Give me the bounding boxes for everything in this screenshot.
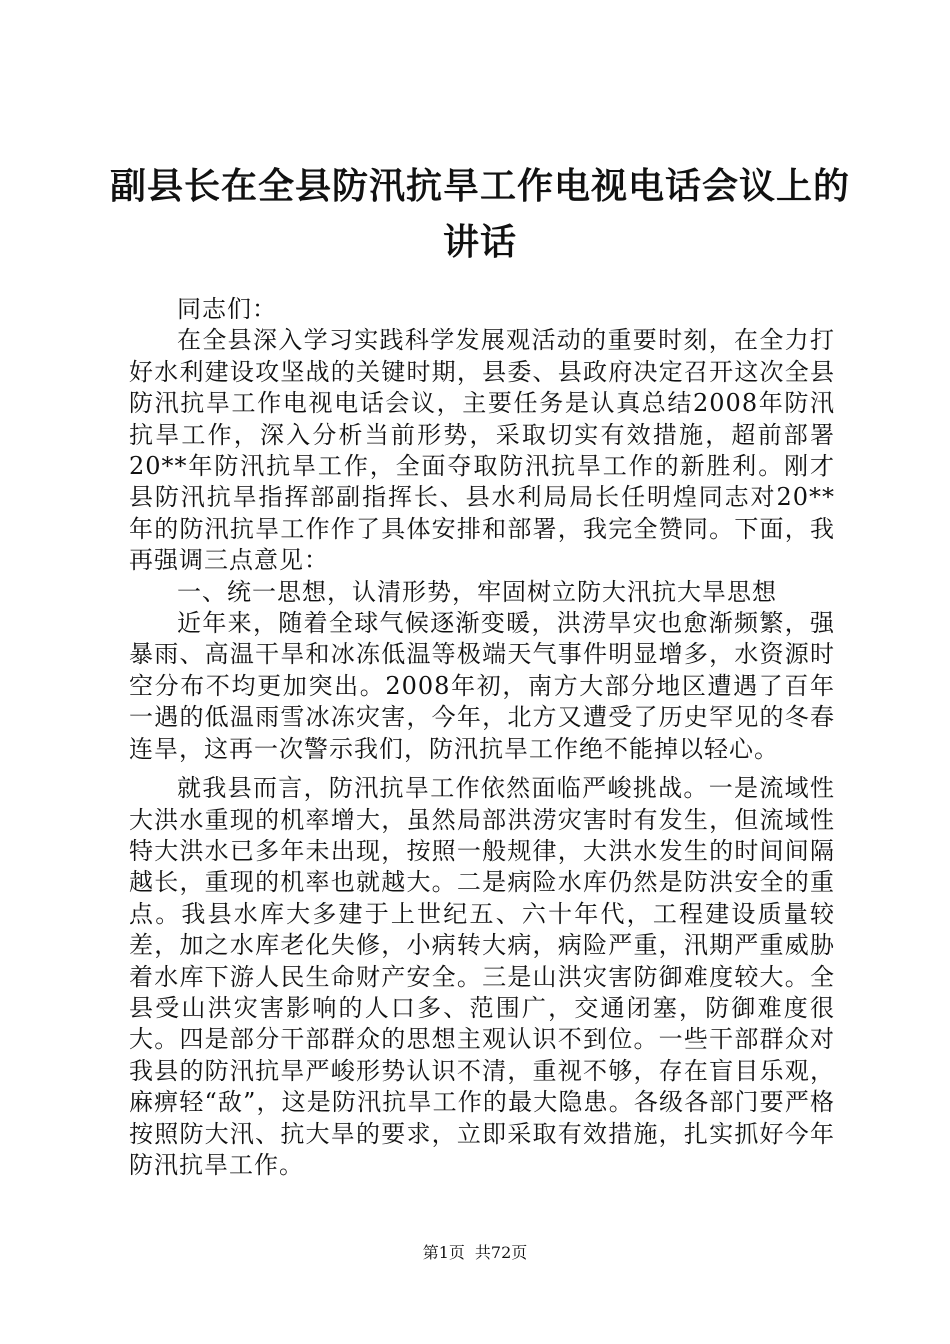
document-body (129, 294, 835, 1181)
page-footer (0, 1243, 950, 1263)
page-number: 第1页 (422, 1243, 465, 1262)
paragraph-county-challenges: 就我县而言，防汛抗旱工作依然面临严峻挑战。一是流域性大洪水重现的机率增大，虽然局部洪涝灾害时有发生，但流域性特大洪水已多年未出现，按照一般规律，大洪水发生的时间间隔越长，重现的机率也就越大。二是病险水库仍然是防洪安全的重点。我县水库大多建于上世纪五、六十年代，工程建设质量较差，加之水库老化失修，小病转大病，病险严重，汛期严重威胁着水库下游人民生命财产安全。三是山洪灾害防御难度较大。全县受山洪灾害影响的人口多、范围广，交通闭塞，防御难度很大。四是部分干部群众的思想主观认识不到位。一些干部群众对我县的防汛抗旱严峻形势认识不清，重视不够，存在盲目乐观，麻痹轻“敌”，这是防汛抗旱工作的最大隐患。各级各部门要严格按照防大汛、抗大旱的要求，立即采取有效措施，扎实抓好今年防汛抗旱工作。 (129, 774, 835, 1179)
page-total: 共72页 (474, 1243, 528, 1262)
section-heading-1: 一、统一思想，认清形势，牢固树立防大汛抗大旱思想 (177, 577, 777, 606)
title-line-1: 副县长在全县防汛抗旱工作电视电话会议上的 (110, 165, 851, 207)
salutation: 同志们： (177, 295, 277, 323)
document-title (110, 158, 850, 270)
paragraph-intro: 在全县深入学习实践科学发展观活动的重要时刻，在全力打好水利建设攻坚战的关键时期，县委、县政府决定召开这次全县防汛抗旱工作电视电话会议，主要任务是认真总结2008年防汛抗旱工作，深入分析当前形势，采取切实有效措施，超前部署20**年防汛抗旱工作，全面夺取防汛抗旱工作的新胜利。刚才县防汛抗旱指挥部副指挥长、县水利局局长任明煌同志对20**年的防汛抗旱工作作了具体安排和部署，我完全赞同。下面，我再强调三点意见： (129, 326, 835, 575)
paragraph-recent-years: 近年来，随着全球气候逐渐变暖，洪涝旱灾也愈渐频繁，强暴雨、高温干旱和冰冻低温等极端天气事件明显增多，水资源时空分布不均更加突出。2008年初，南方大部分地区遭遇了百年一遇的低温雨雪冰冻灾害，今年，北方又遭受了历史罕见的冬春连旱，这再一次警示我们，防汛抗旱工作绝不能掉以轻心。 (129, 609, 835, 763)
title-line-2: 讲话 (442, 221, 517, 263)
